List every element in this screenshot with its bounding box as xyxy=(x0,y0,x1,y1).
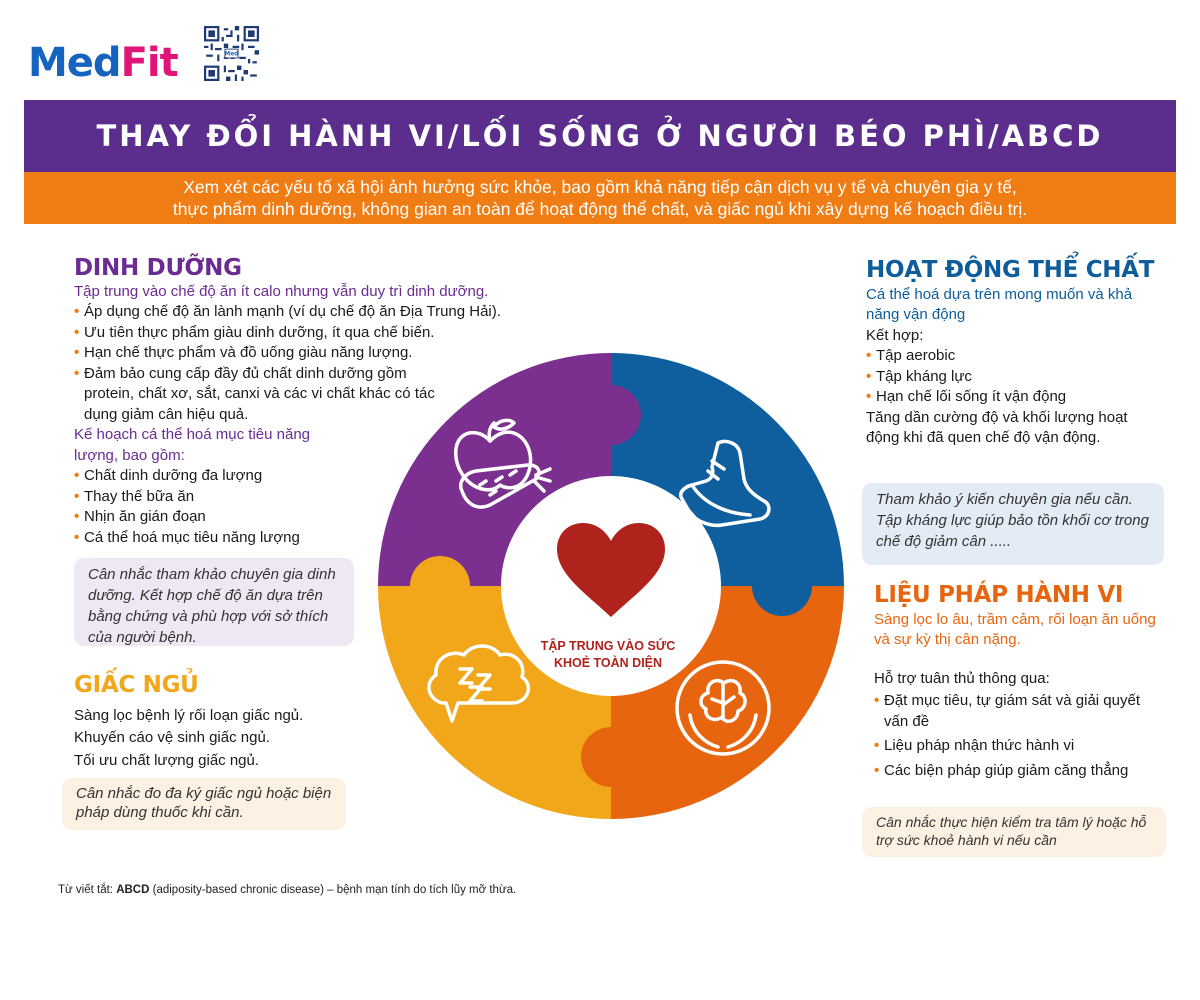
nutrition-heading: DINH DƯỠNG xyxy=(74,255,242,281)
activity-section xyxy=(866,257,1166,449)
behavior-heading: LIỆU PHÁP HÀNH VI xyxy=(874,582,1124,608)
logo-med-text: Med xyxy=(28,40,121,86)
sleep-note: Cân nhắc đo đa ký giấc ngủ hoặc biện pháp dùng thuốc khi cần. xyxy=(62,778,346,830)
footer-prefix: Từ viết tắt: xyxy=(58,884,117,896)
behavior-note: Cân nhắc thực hiện kiểm tra tâm lý hoặc hỗ trợ sức khoẻ hành vi nếu cần xyxy=(862,807,1166,857)
behavior-lead: Sàng lọc lo âu, trầm cảm, rối loạn ăn uống và sự kỳ thị cân nặng. xyxy=(874,610,1156,648)
list-item: • Nhịn ăn gián đoạn xyxy=(74,507,544,528)
nutrition-note: Cân nhắc tham khảo chuyên gia dinh dưỡng. Kết hợp chế độ ăn dựa trên bằng chứng và phù hợp với sở thích của người bệnh. xyxy=(74,558,354,646)
medfit-logo xyxy=(28,40,178,86)
sleep-section xyxy=(74,672,374,771)
list-item: • Hạn chế thực phẩm và đồ uống giàu năng lượng. xyxy=(74,343,544,364)
behavior-support: Hỗ trợ tuân thủ thông qua: xyxy=(874,669,1050,687)
sleep-line: Tối ưu chất lượng giấc ngủ. xyxy=(74,751,260,769)
subtitle-line-2: thực phẩm dinh dưỡng, không gian an toàn để hoạt động thể chất, và giấc ngủ khi xây dựng kế hoạch điều trị. xyxy=(172,199,1028,219)
sleep-line: Khuyến cáo vệ sinh giấc ngủ. xyxy=(74,729,270,746)
list-item: • Đảm bảo cung cấp đầy đủ chất dinh dưỡng gồm protein, chất xơ, sắt, canxi và các vi chất khác có tác dụng giảm cân hiệu quả. xyxy=(74,364,450,426)
subtitle-banner xyxy=(24,172,1176,224)
activity-note: Tham khảo ý kiến chuyên gia nếu cần. Tập kháng lực giúp bảo tồn khối cơ trong chế độ giảm cân ..... xyxy=(862,483,1164,565)
list-item: • Đặt mục tiêu, tự giám sát và giải quyết vấn đề xyxy=(874,691,1164,732)
list-item: • Hạn chế lối sống ít vận động xyxy=(866,387,1166,408)
list-item: • Liệu pháp nhận thức hành vi xyxy=(874,736,1169,757)
behavior-section xyxy=(874,582,1169,781)
activity-progress: Tăng dần cường độ và khối lượng hoạt động khi đã quen chế độ vận động. xyxy=(866,408,1128,446)
subtitle-line-1: Xem xét các yếu tố xã hội ảnh hưởng sức khỏe, bao gồm khả năng tiếp cận dịch vụ y tế và chuyên gia y tế, xyxy=(183,177,1017,197)
list-item: • Cá thể hoá mục tiêu năng lượng xyxy=(74,528,544,549)
logo-fit-text: Fit xyxy=(120,40,178,86)
focus-wheel xyxy=(378,353,844,819)
svg-text:Med: Med xyxy=(224,51,239,58)
title-banner xyxy=(24,100,1176,172)
center-label-line-1: TẬP TRUNG VÀO SỨC xyxy=(540,639,676,653)
list-item: • Chất dinh dưỡng đa lượng xyxy=(74,466,544,487)
center-label xyxy=(528,638,688,672)
list-item: • Ưu tiên thực phẩm giàu dinh dưỡng, ít qua chế biến. xyxy=(74,323,544,344)
activity-bullets xyxy=(866,346,1166,408)
qr-code-icon xyxy=(203,26,260,81)
behavior-bullets xyxy=(874,691,1169,781)
footer-abbreviation xyxy=(58,884,516,896)
footer-rest: (adiposity-based chronic disease) – bệnh mạn tính do tích lũy mỡ thừa. xyxy=(149,884,517,896)
activity-lead: Cá thể hoá dựa trên mong muốn và khả năng vận động xyxy=(866,285,1133,323)
page-title: THAY ĐỔI HÀNH VI/LỐI SỐNG Ở NGƯỜI BÉO PHÌ/ABCD xyxy=(96,119,1104,153)
footer-abbr: ABCD xyxy=(116,884,150,896)
list-item: • Tập kháng lực xyxy=(866,367,1166,388)
sleep-heading: GIẤC NGỦ xyxy=(74,672,199,698)
nutrition-plan-lead: Kế hoạch cá thể hoá mục tiêu năng lượng, bao gồm: xyxy=(74,426,311,464)
list-item: • Tập aerobic xyxy=(866,346,1166,367)
activity-combine: Kết hợp: xyxy=(866,326,924,344)
sleep-line: Sàng lọc bệnh lý rối loạn giấc ngủ. xyxy=(74,706,304,724)
list-item: • Các biện pháp giúp giảm căng thẳng xyxy=(874,761,1169,782)
list-item: • Áp dụng chế độ ăn lành mạnh (ví dụ chế độ ăn Địa Trung Hải). xyxy=(74,302,544,323)
nutrition-lead: Tập trung vào chế độ ăn ít calo nhưng vẫn duy trì dinh dưỡng. xyxy=(74,282,489,300)
center-label-line-2: KHOẺ TOÀN DIỆN xyxy=(553,656,663,670)
activity-heading: HOẠT ĐỘNG THỂ CHẤT xyxy=(866,257,1155,283)
list-item: • Thay thế bữa ăn xyxy=(74,487,544,508)
